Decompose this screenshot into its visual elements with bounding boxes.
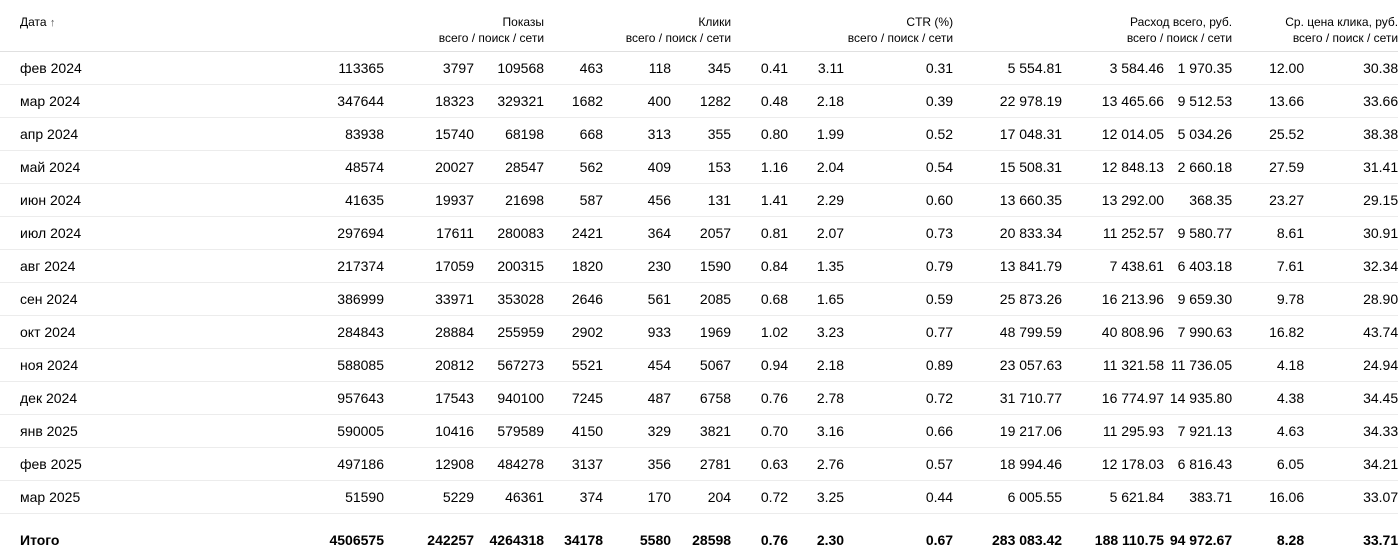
impressions-total-cell: 957643	[305, 381, 384, 414]
table-row	[0, 216, 1398, 249]
ctr-search-cell: 2.04	[788, 150, 844, 183]
table-row	[0, 84, 1398, 117]
impressions-search-cell: 17059	[384, 249, 474, 282]
table-body	[0, 51, 1398, 513]
clicks-total-cell: 7245	[544, 381, 603, 414]
cpc-total-cell: 7.61	[1232, 249, 1304, 282]
cost-total-cell: 6 005.55	[953, 480, 1062, 513]
cost-search-cell: 11 252.57	[1062, 216, 1164, 249]
cpc-total-cell: 8.61	[1232, 216, 1304, 249]
month-cell: авг 2024	[0, 249, 305, 282]
ctr-total-cell: 0.48	[731, 84, 788, 117]
ctr-total-cell: 0.80	[731, 117, 788, 150]
ctr-column-header[interactable]	[731, 0, 953, 51]
total-row	[0, 513, 1398, 557]
month-cell: фев 2025	[0, 447, 305, 480]
clicks-network-cell: 3821	[671, 414, 731, 447]
clicks-network-cell: 1590	[671, 249, 731, 282]
cost-network-cell: 368.35	[1164, 183, 1232, 216]
total-month-cell: Итого	[20, 532, 60, 549]
ctr-search-cell: 3.25	[788, 480, 844, 513]
clicks-search-cell: 364	[603, 216, 671, 249]
total-clicks-search-cell: 5580	[639, 532, 672, 549]
table-row	[0, 51, 1398, 84]
clicks-total-cell: 5521	[544, 348, 603, 381]
impressions-total-cell: 588085	[305, 348, 384, 381]
date-column-header[interactable]	[0, 0, 305, 51]
total-ctr-search-cell: 2.30	[816, 532, 845, 549]
cost-total-cell: 20 833.34	[953, 216, 1062, 249]
impressions-search-cell: 3797	[384, 51, 474, 84]
month-cell: мар 2025	[0, 480, 305, 513]
ctr-search-cell: 1.35	[788, 249, 844, 282]
ctr-network-cell: 0.31	[844, 51, 953, 84]
cost-search-cell: 5 621.84	[1062, 480, 1164, 513]
clicks-header-title: Клики	[698, 15, 732, 29]
cost-total-cell: 22 978.19	[953, 84, 1062, 117]
clicks-network-cell: 1282	[671, 84, 731, 117]
impressions-search-cell: 20812	[384, 348, 474, 381]
ctr-network-cell: 0.73	[844, 216, 953, 249]
cpc-search-cell: 29.15	[1304, 183, 1398, 216]
total-impressions-search-cell: 242257	[427, 532, 474, 549]
cost-search-cell: 13 465.66	[1062, 84, 1164, 117]
impressions-network-cell: 200315	[474, 249, 544, 282]
clicks-network-cell: 5067	[671, 348, 731, 381]
impressions-network-cell: 353028	[474, 282, 544, 315]
clicks-network-cell: 2781	[671, 447, 731, 480]
impressions-network-cell: 255959	[474, 315, 544, 348]
cpc-search-cell: 33.66	[1304, 84, 1398, 117]
ctr-search-cell: 1.65	[788, 282, 844, 315]
ctr-total-cell: 0.70	[731, 414, 788, 447]
cpc-header-title: Ср. цена клика, руб.	[1285, 15, 1398, 29]
table-row	[0, 150, 1398, 183]
clicks-search-cell: 456	[603, 183, 671, 216]
clicks-column-header[interactable]	[544, 0, 731, 51]
cost-search-cell: 40 808.96	[1062, 315, 1164, 348]
cpc-search-cell: 34.21	[1304, 447, 1398, 480]
cost-header-title: Расход всего, руб.	[1129, 15, 1233, 29]
impressions-total-cell: 386999	[305, 282, 384, 315]
month-cell: мар 2024	[0, 84, 305, 117]
table-row	[0, 447, 1398, 480]
clicks-total-cell: 587	[544, 183, 603, 216]
cpc-total-cell: 4.18	[1232, 348, 1304, 381]
ctr-total-cell: 1.16	[731, 150, 788, 183]
cost-network-cell: 1 970.35	[1164, 51, 1232, 84]
clicks-network-cell: 131	[671, 183, 731, 216]
cpc-total-cell: 23.27	[1232, 183, 1304, 216]
impressions-network-cell: 68198	[474, 117, 544, 150]
table-row	[0, 381, 1398, 414]
month-cell: фев 2024	[0, 51, 305, 84]
cost-total-cell: 13 660.35	[953, 183, 1062, 216]
cost-network-cell: 7 990.63	[1164, 315, 1232, 348]
cost-header-sub: всего / поиск / сети	[1126, 31, 1233, 45]
ctr-network-cell: 0.52	[844, 117, 953, 150]
cost-network-cell: 2 660.18	[1164, 150, 1232, 183]
ctr-header-title: CTR (%)	[906, 15, 954, 29]
clicks-total-cell: 4150	[544, 414, 603, 447]
ctr-total-cell: 0.41	[731, 51, 788, 84]
ctr-search-cell: 2.78	[788, 381, 844, 414]
cpc-search-cell: 28.90	[1304, 282, 1398, 315]
cpc-total-cell: 4.63	[1232, 414, 1304, 447]
cost-network-cell: 9 580.77	[1164, 216, 1232, 249]
clicks-search-cell: 409	[603, 150, 671, 183]
cost-total-cell: 17 048.31	[953, 117, 1062, 150]
cpc-total-cell: 6.05	[1232, 447, 1304, 480]
ctr-total-cell: 0.81	[731, 216, 788, 249]
ctr-network-cell: 0.44	[844, 480, 953, 513]
table-row	[0, 480, 1398, 513]
sort-ascending-icon: ↑	[49, 17, 56, 29]
month-cell: окт 2024	[0, 315, 305, 348]
clicks-search-cell: 118	[603, 51, 671, 84]
ctr-network-cell: 0.66	[844, 414, 953, 447]
table-row	[0, 117, 1398, 150]
impressions-network-cell: 484278	[474, 447, 544, 480]
month-cell: дек 2024	[0, 381, 305, 414]
clicks-network-cell: 153	[671, 150, 731, 183]
ctr-network-cell: 0.79	[844, 249, 953, 282]
cost-total-cell: 48 799.59	[953, 315, 1062, 348]
clicks-network-cell: 2085	[671, 282, 731, 315]
clicks-network-cell: 1969	[671, 315, 731, 348]
clicks-search-cell: 561	[603, 282, 671, 315]
clicks-search-cell: 933	[603, 315, 671, 348]
cost-network-cell: 5 034.26	[1164, 117, 1232, 150]
ctr-search-cell: 3.16	[788, 414, 844, 447]
cost-search-cell: 12 178.03	[1062, 447, 1164, 480]
clicks-search-cell: 454	[603, 348, 671, 381]
clicks-search-cell: 170	[603, 480, 671, 513]
clicks-total-cell: 463	[544, 51, 603, 84]
impressions-total-cell: 51590	[305, 480, 384, 513]
impressions-search-cell: 20027	[384, 150, 474, 183]
cost-network-cell: 383.71	[1164, 480, 1232, 513]
impressions-search-cell: 33971	[384, 282, 474, 315]
impressions-search-cell: 15740	[384, 117, 474, 150]
cpc-total-cell: 16.06	[1232, 480, 1304, 513]
total-clicks-network-cell: 28598	[692, 532, 732, 549]
ctr-header-sub: всего / поиск / сети	[847, 31, 954, 45]
cost-search-cell: 12 848.13	[1062, 150, 1164, 183]
cost-total-cell: 5 554.81	[953, 51, 1062, 84]
clicks-search-cell: 313	[603, 117, 671, 150]
clicks-search-cell: 329	[603, 414, 671, 447]
impressions-network-cell: 46361	[474, 480, 544, 513]
cost-total-cell: 13 841.79	[953, 249, 1062, 282]
cpc-search-cell: 33.07	[1304, 480, 1398, 513]
total-cpc-search-cell: 33.71	[1363, 532, 1398, 549]
impressions-search-cell: 10416	[384, 414, 474, 447]
clicks-total-cell: 668	[544, 117, 603, 150]
table-row	[0, 348, 1398, 381]
date-header-label: Дата	[20, 15, 47, 29]
cpc-search-cell: 38.38	[1304, 117, 1398, 150]
ctr-search-cell: 2.07	[788, 216, 844, 249]
cpc-total-cell: 27.59	[1232, 150, 1304, 183]
cpc-search-cell: 32.34	[1304, 249, 1398, 282]
clicks-network-cell: 345	[671, 51, 731, 84]
cpc-total-cell: 13.66	[1232, 84, 1304, 117]
ctr-total-cell: 1.02	[731, 315, 788, 348]
cost-total-cell: 23 057.63	[953, 348, 1062, 381]
total-clicks-total-cell: 34178	[564, 532, 604, 549]
ctr-network-cell: 0.77	[844, 315, 953, 348]
clicks-total-cell: 1820	[544, 249, 603, 282]
impressions-search-cell: 17543	[384, 381, 474, 414]
clicks-search-cell: 230	[603, 249, 671, 282]
cpc-total-cell: 16.82	[1232, 315, 1304, 348]
ctr-search-cell: 3.23	[788, 315, 844, 348]
ctr-search-cell: 2.76	[788, 447, 844, 480]
impressions-total-cell: 83938	[305, 117, 384, 150]
impressions-header-title: Показы	[502, 15, 545, 29]
clicks-network-cell: 2057	[671, 216, 731, 249]
clicks-total-cell: 2646	[544, 282, 603, 315]
ctr-network-cell: 0.57	[844, 447, 953, 480]
ctr-search-cell: 2.29	[788, 183, 844, 216]
total-cost-total-cell: 283 083.42	[992, 532, 1063, 549]
impressions-search-cell: 28884	[384, 315, 474, 348]
ctr-network-cell: 0.59	[844, 282, 953, 315]
header-row	[0, 0, 1398, 51]
cpc-search-cell: 31.41	[1304, 150, 1398, 183]
clicks-search-cell: 487	[603, 381, 671, 414]
ctr-total-cell: 0.84	[731, 249, 788, 282]
impressions-header-sub: всего / поиск / сети	[438, 31, 545, 45]
impressions-total-cell: 217374	[305, 249, 384, 282]
clicks-total-cell: 2902	[544, 315, 603, 348]
impressions-total-cell: 347644	[305, 84, 384, 117]
cost-search-cell: 13 292.00	[1062, 183, 1164, 216]
impressions-search-cell: 12908	[384, 447, 474, 480]
impressions-network-cell: 567273	[474, 348, 544, 381]
impressions-network-cell: 329321	[474, 84, 544, 117]
cpc-search-cell: 24.94	[1304, 348, 1398, 381]
impressions-network-cell: 280083	[474, 216, 544, 249]
ctr-search-cell: 2.18	[788, 348, 844, 381]
ctr-network-cell: 0.60	[844, 183, 953, 216]
impressions-network-cell: 28547	[474, 150, 544, 183]
total-impressions-network-cell: 4264318	[489, 532, 545, 549]
total-ctr-network-cell: 0.67	[925, 532, 954, 549]
ctr-network-cell: 0.72	[844, 381, 953, 414]
cost-network-cell: 6 816.43	[1164, 447, 1232, 480]
total-ctr-total-cell: 0.76	[760, 532, 789, 549]
cpc-column-header[interactable]	[1232, 0, 1398, 51]
table-row	[0, 315, 1398, 348]
cpc-total-cell: 4.38	[1232, 381, 1304, 414]
ctr-search-cell: 2.18	[788, 84, 844, 117]
impressions-total-cell: 284843	[305, 315, 384, 348]
impressions-search-cell: 5229	[384, 480, 474, 513]
cost-search-cell: 11 321.58	[1062, 348, 1164, 381]
clicks-network-cell: 355	[671, 117, 731, 150]
cost-search-cell: 7 438.61	[1062, 249, 1164, 282]
impressions-network-cell: 21698	[474, 183, 544, 216]
clicks-total-cell: 1682	[544, 84, 603, 117]
clicks-network-cell: 204	[671, 480, 731, 513]
cost-total-cell: 15 508.31	[953, 150, 1062, 183]
table-row	[0, 414, 1398, 447]
cost-column-header[interactable]	[953, 0, 1232, 51]
cpc-total-cell: 12.00	[1232, 51, 1304, 84]
month-cell: апр 2024	[0, 117, 305, 150]
total-cost-network-cell: 94 972.67	[1169, 532, 1233, 549]
cost-total-cell: 25 873.26	[953, 282, 1062, 315]
ctr-network-cell: 0.54	[844, 150, 953, 183]
ctr-search-cell: 3.11	[788, 51, 844, 84]
cost-total-cell: 18 994.46	[953, 447, 1062, 480]
ctr-total-cell: 0.72	[731, 480, 788, 513]
impressions-column-header[interactable]	[305, 0, 544, 51]
cpc-search-cell: 30.38	[1304, 51, 1398, 84]
cost-search-cell: 12 014.05	[1062, 117, 1164, 150]
clicks-network-cell: 6758	[671, 381, 731, 414]
clicks-total-cell: 374	[544, 480, 603, 513]
cpc-search-cell: 34.33	[1304, 414, 1398, 447]
impressions-search-cell: 18323	[384, 84, 474, 117]
cost-search-cell: 11 295.93	[1062, 414, 1164, 447]
month-cell: сен 2024	[0, 282, 305, 315]
impressions-total-cell: 48574	[305, 150, 384, 183]
total-impressions-total-cell: 4506575	[329, 532, 384, 549]
table-row	[0, 183, 1398, 216]
clicks-search-cell: 400	[603, 84, 671, 117]
clicks-total-cell: 2421	[544, 216, 603, 249]
ctr-total-cell: 0.63	[731, 447, 788, 480]
cost-search-cell: 3 584.46	[1062, 51, 1164, 84]
month-cell: июл 2024	[0, 216, 305, 249]
month-cell: янв 2025	[0, 414, 305, 447]
impressions-network-cell: 109568	[474, 51, 544, 84]
ctr-network-cell: 0.89	[844, 348, 953, 381]
clicks-total-cell: 562	[544, 150, 603, 183]
month-cell: ноя 2024	[0, 348, 305, 381]
month-cell: май 2024	[0, 150, 305, 183]
ctr-search-cell: 1.99	[788, 117, 844, 150]
clicks-search-cell: 356	[603, 447, 671, 480]
cpc-header-sub: всего / поиск / сети	[1292, 31, 1398, 45]
impressions-search-cell: 17611	[384, 216, 474, 249]
cost-search-cell: 16 213.96	[1062, 282, 1164, 315]
cpc-total-cell: 9.78	[1232, 282, 1304, 315]
cost-network-cell: 14 935.80	[1164, 381, 1232, 414]
impressions-total-cell: 590005	[305, 414, 384, 447]
cpc-total-cell: 25.52	[1232, 117, 1304, 150]
table-row	[0, 249, 1398, 282]
cost-network-cell: 6 403.18	[1164, 249, 1232, 282]
cost-total-cell: 31 710.77	[953, 381, 1062, 414]
ctr-total-cell: 0.68	[731, 282, 788, 315]
table-row	[0, 282, 1398, 315]
impressions-total-cell: 297694	[305, 216, 384, 249]
cost-network-cell: 9 512.53	[1164, 84, 1232, 117]
cost-search-cell: 16 774.97	[1062, 381, 1164, 414]
ctr-total-cell: 0.94	[731, 348, 788, 381]
cost-total-cell: 19 217.06	[953, 414, 1062, 447]
cost-network-cell: 9 659.30	[1164, 282, 1232, 315]
impressions-network-cell: 940100	[474, 381, 544, 414]
cost-network-cell: 7 921.13	[1164, 414, 1232, 447]
cpc-search-cell: 43.74	[1304, 315, 1398, 348]
impressions-total-cell: 41635	[305, 183, 384, 216]
impressions-total-cell: 113365	[305, 51, 384, 84]
cost-network-cell: 11 736.05	[1164, 348, 1232, 381]
ctr-total-cell: 1.41	[731, 183, 788, 216]
ctr-total-cell: 0.76	[731, 381, 788, 414]
total-cpc-total-cell: 8.28	[1276, 532, 1305, 549]
month-cell: июн 2024	[0, 183, 305, 216]
impressions-network-cell: 579589	[474, 414, 544, 447]
total-cost-search-cell: 188 110.75	[1094, 532, 1165, 549]
ctr-network-cell: 0.39	[844, 84, 953, 117]
clicks-total-cell: 3137	[544, 447, 603, 480]
impressions-total-cell: 497186	[305, 447, 384, 480]
cpc-search-cell: 34.45	[1304, 381, 1398, 414]
impressions-search-cell: 19937	[384, 183, 474, 216]
cpc-search-cell: 30.91	[1304, 216, 1398, 249]
clicks-header-sub: всего / поиск / сети	[625, 31, 732, 45]
